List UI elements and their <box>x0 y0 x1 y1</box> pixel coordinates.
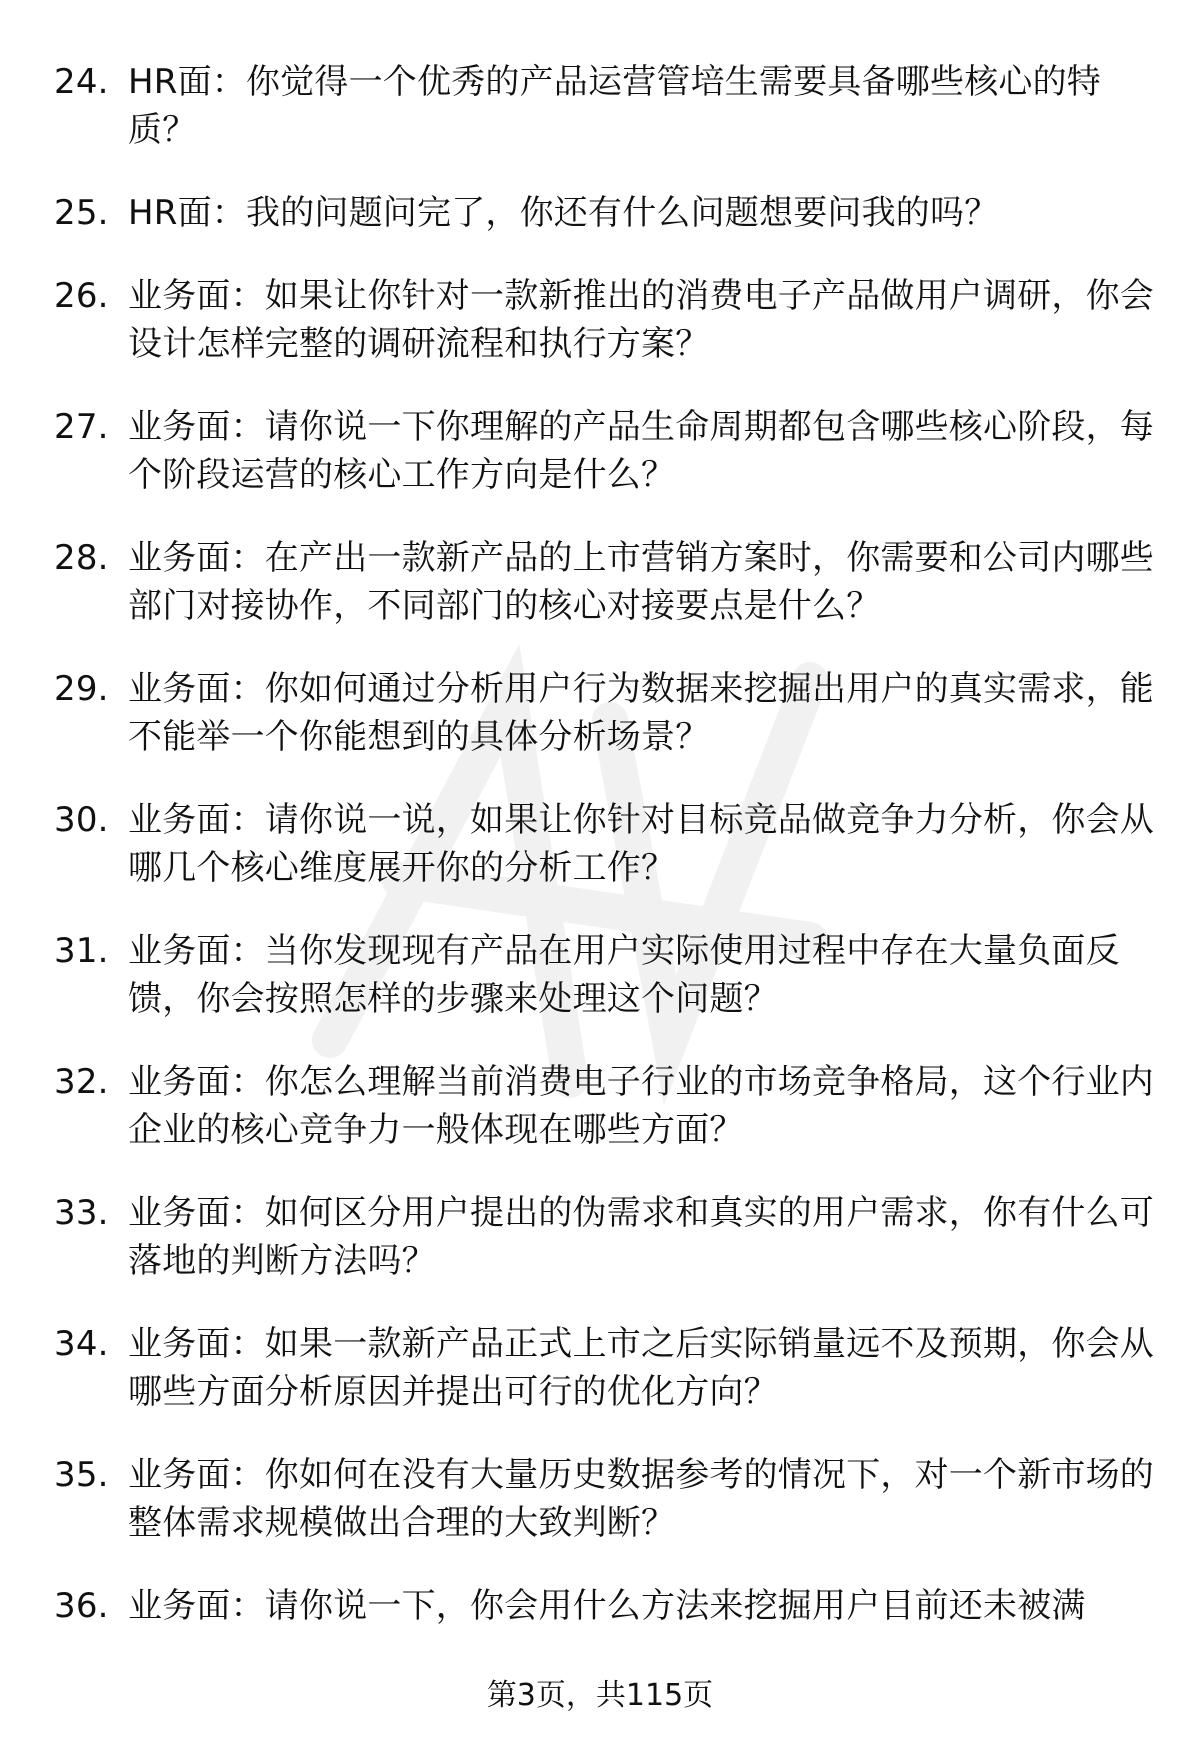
question-text: 业务面：你如何通过分析用户行为数据来挖掘出用户的真实需求，能不能举一个你能想到的具体分析场景？ <box>128 669 1154 757</box>
question-text: 业务面：如何区分用户提出的伪需求和真实的用户需求，你有什么可落地的判断方法吗？ <box>128 1193 1154 1281</box>
question-number: 25. <box>54 193 109 233</box>
list-item <box>0 1582 1158 1630</box>
question-number: 32. <box>54 1062 109 1102</box>
question-number: 27. <box>54 407 109 447</box>
question-text: HR面：你觉得一个优秀的产品运营管培生需要具备哪些核心的特质？ <box>128 62 1101 150</box>
question-number: 28. <box>54 538 109 578</box>
question-number: 30. <box>54 800 109 840</box>
question-number: 29. <box>54 669 109 709</box>
list-item <box>0 189 1158 237</box>
question-number: 24. <box>54 62 109 102</box>
question-text: 业务面：在产出一款新产品的上市营销方案时，你需要和公司内哪些部门对接协作，不同部门的核心对接要点是什么？ <box>128 538 1154 626</box>
list-item <box>0 58 1158 154</box>
page-footer <box>0 1676 1200 1716</box>
question-number: 33. <box>54 1193 109 1233</box>
question-text: 业务面：请你说一下，你会用什么方法来挖掘用户目前还未被满 <box>128 1586 1086 1626</box>
question-text: 业务面：请你说一说，如果让你针对目标竞品做竞争力分析，你会从哪几个核心维度展开你的分析工作？ <box>128 800 1154 888</box>
question-text: 业务面：请你说一下你理解的产品生命周期都包含哪些核心阶段，每个阶段运营的核心工作方向是什么？ <box>128 407 1154 495</box>
list-item <box>0 796 1158 892</box>
question-text: 业务面：当你发现现有产品在用户实际使用过程中存在大量负面反馈，你会按照怎样的步骤来处理这个问题？ <box>128 931 1120 1019</box>
question-number: 26. <box>54 276 109 316</box>
list-item <box>0 1320 1158 1416</box>
question-list <box>0 58 1200 1665</box>
list-item <box>0 272 1158 368</box>
question-text: HR面：我的问题问完了，你还有什么问题想要问我的吗？ <box>128 193 999 233</box>
list-item <box>0 403 1158 499</box>
question-text: 业务面：如果让你针对一款新推出的消费电子产品做用户调研，你会设计怎样完整的调研流程和执行方案？ <box>128 276 1154 364</box>
list-item <box>0 665 1158 761</box>
list-item <box>0 927 1158 1023</box>
page-number-label: 第3页，共115页 <box>486 1678 714 1713</box>
question-number: 35. <box>54 1455 109 1495</box>
question-text: 业务面：你怎么理解当前消费电子行业的市场竞争格局，这个行业内企业的核心竞争力一般体现在哪些方面？ <box>128 1062 1154 1150</box>
question-number: 34. <box>54 1324 109 1364</box>
list-item <box>0 1058 1158 1154</box>
list-item <box>0 1189 1158 1285</box>
question-text: 业务面：如果一款新产品正式上市之后实际销量远不及预期，你会从哪些方面分析原因并提出可行的优化方向？ <box>128 1324 1154 1412</box>
list-item <box>0 1451 1158 1547</box>
question-number: 31. <box>54 931 109 971</box>
list-item <box>0 534 1158 630</box>
question-number: 36. <box>54 1586 109 1626</box>
question-text: 业务面：你如何在没有大量历史数据参考的情况下，对一个新市场的整体需求规模做出合理的大致判断？ <box>128 1455 1154 1543</box>
